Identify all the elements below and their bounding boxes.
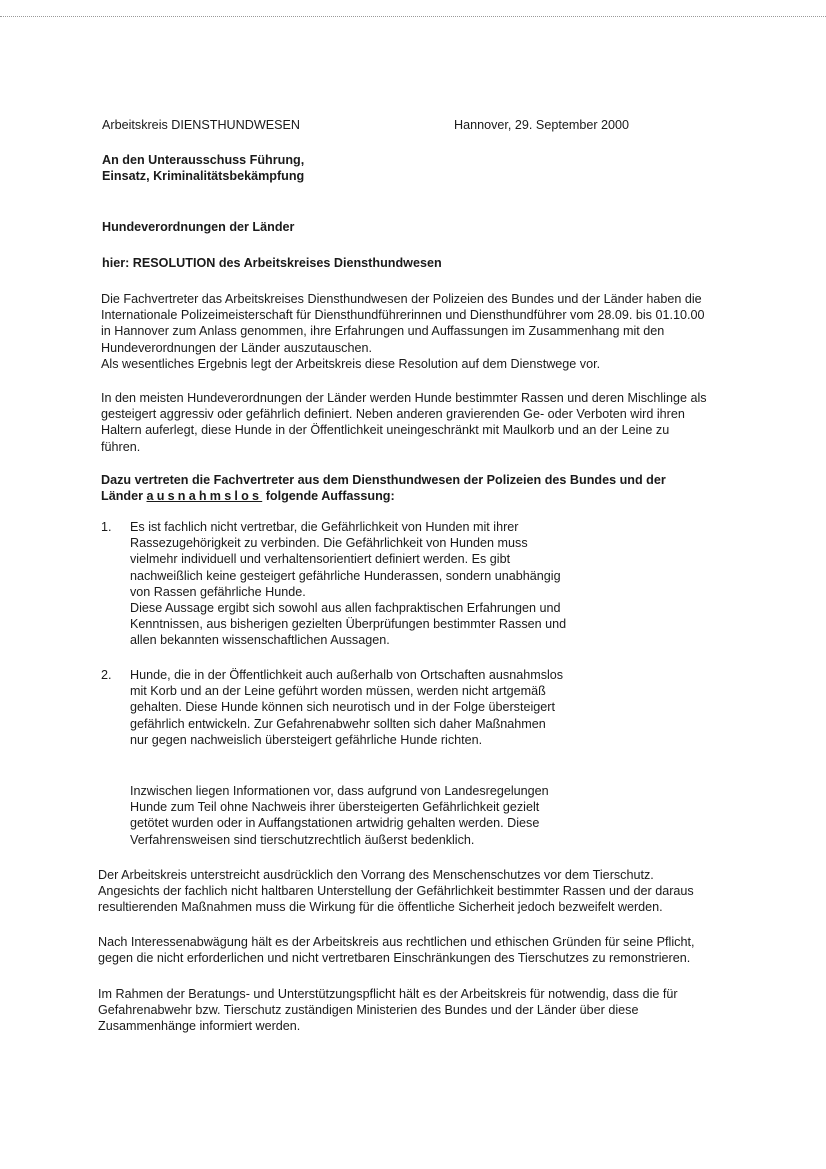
text-line: von Rassen gefährliche Hunde. [130,584,306,599]
text-line: allen bekannten wissenschaftlichen Aussagen. [130,633,390,648]
text-line: Als wesentliches Ergebnis legt der Arbeitskreis diese Resolution auf dem Dienstwege vor. [101,356,601,371]
text-line: Haltern auferlegt, diese Hunde in der Öffentlichkeit uneingeschränkt mit Maulkorb und an der Leine zu [101,423,670,438]
text-line: Hunde, die in der Öffentlichkeit auch außerhalb von Ortschaften ausnahmslos [130,668,564,682]
sender-line: Arbeitskreis DIENSTHUNDWESEN [102,118,301,132]
text-line: Nach Interessenabwägung hält es der Arbeitskreis aus rechtlichen und ethischen Gründen für seine Pflicht, [98,935,695,949]
text-line: führen. [101,439,141,454]
text-line: Dazu vertreten die Fachvertreter aus dem Diensthundwesen der Polizeien des Bundes und der [101,473,666,487]
paragraph-intro [101,291,791,372]
list-item-2-followup [130,783,630,848]
text-line: Internationale Polizeimeisterschaft für Diensthundführerinnen und Diensthundführer vom 28.09. bis 01.10.00 [101,308,705,323]
place-date: Hannover, 29. September 2000 [454,118,630,132]
text-line: Im Rahmen der Beratungs- und Unterstützungspflicht hält es der Arbeitskreis für notwendig, dass die für [98,987,678,1001]
text-line: vielmehr individuell und verhaltensorientiert definiert werden. Es gibt [130,552,511,567]
text-line: In den meisten Hundeverordnungen der Länder werden Hunde bestimmter Rassen und deren Mischlinge als [101,391,707,405]
text-line: getötet wurden oder in Auffangstationen artwidrig gehalten werden. Diese [130,816,540,831]
text-line: Angesichts der fachlich nicht haltbaren Unterstellung der Gefährlichkeit bestimmter Rassen und der daraus [98,884,694,899]
text-line: Hunde zum Teil ohne Nachweis ihrer übersteigerten Gefährlichkeit gezielt [130,800,540,815]
paragraph-closing [98,986,788,1035]
text-line: Der Arbeitskreis unterstreicht ausdrücklich den Vorrang des Menschenschutzes vor dem Tierschutz. [98,868,654,882]
spaced-emphasis: ausnahmslos [146,489,263,504]
paragraph-priority [98,867,788,916]
text-line: Zusammenhänge informiert werden. [98,1019,301,1034]
paragraph-position-heading [101,472,791,504]
text-fragment: Länder [101,489,143,504]
text-line: Die Fachvertreter das Arbeitskreises Diensthundwesen der Polizeien des Bundes und der Länder haben die [101,292,702,306]
recipient-block [102,152,304,184]
text-fragment: folgende Auffassung: [265,489,395,504]
list-item-body [130,519,630,649]
text-line: Inzwischen liegen Informationen vor, dass aufgrund von Landesregelungen [130,784,549,798]
list-number: 2. [101,668,112,682]
text-line: nur gegen nachweislich übersteigert gefährliche Hunde richten. [130,732,483,747]
text-line: Hundeverordnungen der Länder auszutauschen. [101,340,372,355]
text-line: in Hannover zum Anlass genommen, ihre Erfahrungen und Auffassungen im Zusammenhang mit den [101,324,665,339]
text-line: gesteigert aggressiv oder gefährlich definiert. Neben anderen gravierenden Ge- oder Verboten wird ihren [101,407,685,422]
text-line: mit Korb und an der Leine geführt worden müssen, werden nicht artgemäß [130,684,546,699]
paragraph-context [101,390,791,455]
list-item-body [130,667,630,748]
text-line: gefährlich entwickeln. Zur Gefahrenabwehr sollten sich daher Maßnahmen [130,716,546,731]
text-line: gegen die nicht erforderlichen und nicht vertretbaren Einschränkungen des Tierschutzes zu remonstrieren. [98,951,691,966]
text-line: Kenntnissen, aus bisherigen gezielten Überprüfungen bestimmter Rassen und [130,617,567,632]
text-line [101,488,791,504]
text-line: Verfahrensweisen sind tierschutzrechtlich äußerst bedenklich. [130,832,475,847]
subject-line: Hundeverordnungen der Länder [102,220,295,234]
reference-line: hier: RESOLUTION des Arbeitskreises Diensthundwesen [102,256,442,270]
paragraph-remonstration [98,934,788,966]
text-line: Diese Aussage ergibt sich sowohl aus allen fachpraktischen Erfahrungen und [130,601,561,616]
text-line: Es ist fachlich nicht vertretbar, die Gefährlichkeit von Hunden mit ihrer [130,520,519,534]
list-number: 1. [101,520,112,534]
text-line: Gefahrenabwehr bzw. Tierschutz zuständigen Ministerien des Bundes und der Länder über diese [98,1003,639,1018]
recipient-line: Einsatz, Kriminalitätsbekämpfung [102,169,305,184]
recipient-line: An den Unterausschuss Führung, [102,153,305,167]
text-line: Rassezugehörigkeit zu verbinden. Die Gefährlichkeit von Hunden muss [130,536,528,551]
text-line: resultierenden Maßnahmen muss die Wirkung für die öffentliche Sicherheit jedoch bezweifelt werden. [98,900,663,915]
text-line: gehalten. Diese Hunde können sich neurotisch und in der Folge übersteigert [130,700,555,715]
text-line: nachweißlich keine gesteigert gefährliche Hunderassen, sondern unabhängig [130,568,561,583]
